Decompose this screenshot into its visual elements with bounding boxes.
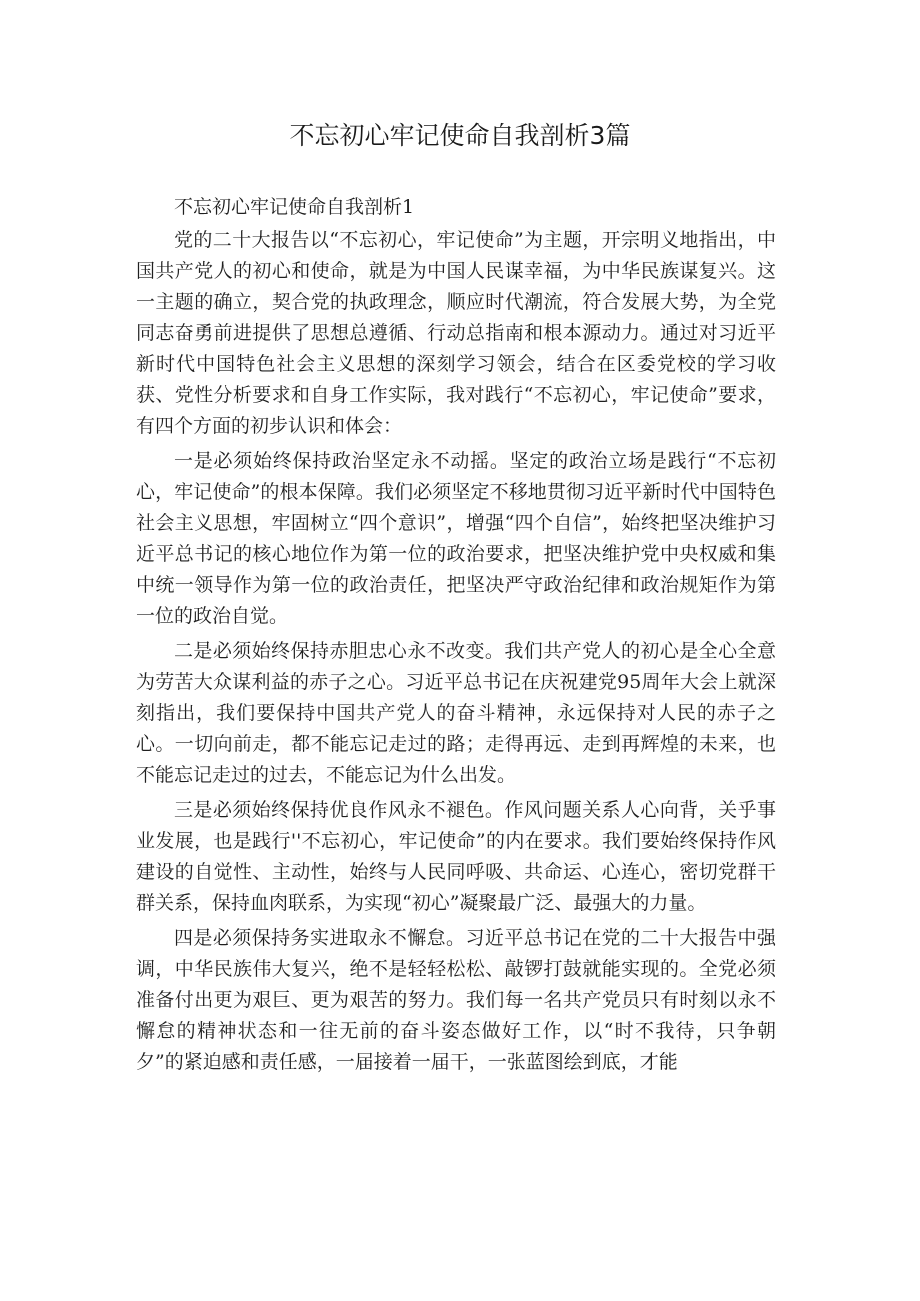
document-title: 不忘初心牢记使命自我剖析3篇 [289, 121, 631, 150]
document-body [136, 192, 776, 1082]
paragraph-point-3: 三是必须始终保持优良作风永不褪色。作风问题关系人心向背，关乎事业发展，也是践行''不忘初心，牢记使命”的内在要求。我们要始终保持作风建设的自觉性、主动性，始终与人民同呼吸、共命运、心连心，密切党群干群关系，保持血肉联系，为实现“初心”凝聚最广泛、最强大的力量。 [136, 799, 776, 914]
paragraph-point-4: 四是必须保持务实进取永不懈怠。习近平总书记在党的二十大报告中强调，中华民族伟大复兴，绝不是轻轻松松、敲锣打鼓就能实现的。全党必须准备付出更为艰巨、更为艰苦的努力。我们每一名共产党员只有时刻以永不懈怠的精神状态和一往无前的奋斗姿态做好工作，以“时不我待，只争朝夕”的紧迫感和责任感，一届接着一届干，一张蓝图绘到底，才能 [136, 927, 776, 1073]
section-subtitle: 不忘初心牢记使命自我剖析1 [174, 196, 415, 218]
paragraph-point-1: 一是必须始终保持政治坚定永不动摇。坚定的政治立场是践行“不忘初心，牢记使命”的根本保障。我们必须坚定不移地贯彻习近平新时代中国特色社会主义思想，牢固树立“四个意识”，增强“四个自信”，始终把坚决维护习近平总书记的核心地位作为第一位的政治要求，把坚决维护党中央权威和集中统一领导作为第一位的政治责任，把坚决严守政治纪律和政治规矩作为第一位的政治自觉。 [136, 450, 776, 627]
paragraph-intro: 党的二十大报告以“不忘初心，牢记使命”为主题，开宗明义地指出，中国共产党人的初心和使命，就是为中国人民谋幸福，为中华民族谋复兴。这一主题的确立，契合党的执政理念，顺应时代潮流，符合发展大势，为全党同志奋勇前进提供了思想总遵循、行动总指南和根本源动力。通过对习近平新时代中国特色社会主义思想的深刻学习领会，结合在区委党校的学习收获、党性分析要求和自身工作实际，我对践行“不忘初心，牢记使命”要求，有四个方面的初步认识和体会： [136, 229, 776, 437]
paragraph-point-2: 二是必须始终保持赤胆忠心永不改变。我们共产党人的初心是全心全意为劳苦大众谋利益的赤子之心。习近平总书记在庆祝建党95周年大会上就深刻指出，我们要保持中国共产党人的奋斗精神，永远保持对人民的赤子之心。一切向前走，都不能忘记走过的路；走得再远、走到再辉煌的未来，也不能忘记走过的过去，不能忘记为什么出发。 [136, 640, 776, 786]
